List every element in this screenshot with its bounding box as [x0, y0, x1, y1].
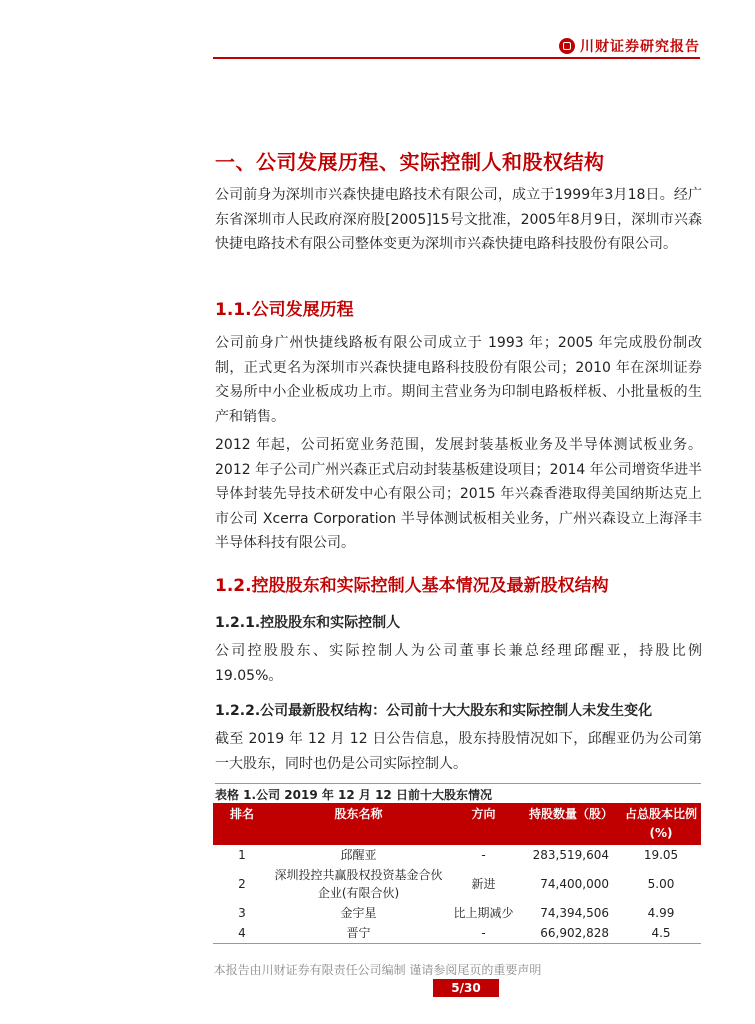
- cell-direction: 新进: [471, 877, 496, 891]
- header-direction: 方向: [446, 803, 521, 845]
- page-header: [0, 0, 755, 60]
- table-row: [213, 903, 701, 923]
- cell-ratio: 5.00: [647, 877, 675, 891]
- cell-rank: 3: [238, 906, 246, 920]
- table-row: [213, 845, 701, 865]
- disclaimer-note: 本报告由川财证券有限责任公司编制 谨请参阅尾页的重要声明: [213, 963, 542, 977]
- header-rank: 排名: [213, 803, 271, 845]
- header-ratio: 占总股本比例(%): [621, 803, 701, 845]
- table-row: [213, 865, 701, 903]
- history-paragraph-1: 公司前身广州快捷线路板有限公司成立于 1993 年；2005 年完成股份制改制，正式更名为深圳市兴森快捷电路科技股份有限公司；2010 年在深圳证券交易所中小企业板成功上市。期间主营业务为印制电路板样板、小批量板的生产和销售。: [215, 335, 702, 425]
- brand: [559, 36, 700, 56]
- history-paragraph-2: 2012 年起，公司拓宽业务范围，发展封装基板业务及半导体测试板业务。2012 年子公司广州兴森正式启动封装基板建设项目；2014 年公司增资华进半导体封装先导技术研发中心有限公司；2015 年兴森香港取得美国纳斯达克上市公司 Xcerra Corporation 半导体测试板相关业务，广州兴森设立上海泽丰半导体科技有限公司。: [215, 437, 702, 551]
- cell-ratio: 4.5: [621, 923, 701, 944]
- cell-shares: 283,519,604: [532, 848, 609, 862]
- table-header-row: [213, 803, 701, 845]
- structure-paragraph: 截至 2019 年 12 月 12 日公告信息，股东持股情况如下，邱醒亚仍为公司第一大股东，同时也仍是公司实际控制人。: [215, 731, 702, 772]
- cell-ratio: 4.99: [647, 906, 675, 920]
- cell-rank: 4: [213, 923, 271, 944]
- cell-name: 深圳投控共赢股权投资基金合伙企业(有限合伙): [274, 868, 443, 900]
- cell-direction: 比上期减少: [453, 906, 514, 920]
- cell-name: 邱醒亚: [340, 848, 377, 862]
- company-logo-icon: [559, 38, 575, 54]
- page-number: 5/30: [433, 979, 499, 997]
- cell-rank: 1: [238, 848, 246, 862]
- cell-shares: 74,394,506: [540, 906, 609, 920]
- table-row: [213, 923, 701, 944]
- cell-rank: 2: [238, 877, 246, 891]
- cell-name: 金宇星: [340, 906, 377, 920]
- table-caption: 表格 1.公司 2019 年 12 月 12 日前十大股东情况: [215, 783, 701, 803]
- cell-shares: 74,400,000: [540, 877, 609, 891]
- cell-name: 晋宁: [271, 923, 446, 944]
- subsubsection-title-controller: 1.2.1.控股股东和实际控制人: [215, 615, 401, 631]
- brand-title: 川财证券研究报告: [580, 39, 700, 55]
- header-divider: [213, 57, 700, 59]
- shareholders-table: [213, 803, 701, 944]
- section-title: 一、公司发展历程、实际控制人和股权结构: [215, 150, 605, 174]
- cell-shares: 66,902,828: [521, 923, 621, 944]
- header-name: 股东名称: [271, 803, 446, 845]
- subsection-title-control: 1.2.控股股东和实际控制人基本情况及最新股权结构: [215, 576, 609, 596]
- cell-direction: -: [446, 923, 521, 944]
- cell-direction: -: [481, 848, 486, 862]
- intro-paragraph: 公司前身为深圳市兴森快捷电路技术有限公司，成立于1999年3月18日。经广东省深圳市人民政府深府股[2005]15号文批准，2005年8月9日，深圳市兴森快捷电路技术有限公司整体变更为深圳市兴森快捷电路科技股份有限公司。: [215, 187, 702, 252]
- cell-ratio: 19.05: [643, 848, 679, 862]
- controller-paragraph: 公司控股股东、实际控制人为公司董事长兼总经理邱醒亚，持股比例19.05%。: [215, 643, 702, 684]
- subsubsection-title-structure: 1.2.2.公司最新股权结构：公司前十大大股东和实际控制人未发生变化: [215, 703, 653, 719]
- subsection-title-history: 1.1.公司发展历程: [215, 300, 354, 320]
- header-shares: 持股数量（股）: [521, 803, 621, 845]
